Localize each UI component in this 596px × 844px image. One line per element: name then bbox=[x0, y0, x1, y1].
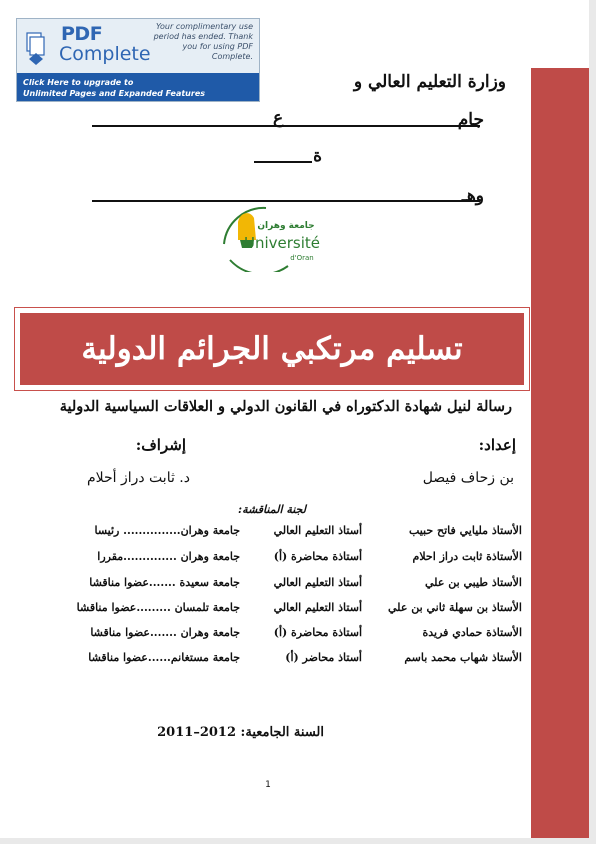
document-stack-icon bbox=[25, 29, 47, 69]
university-of-oran-logo bbox=[210, 200, 330, 272]
logo-sub-text: d'Oran bbox=[290, 254, 314, 262]
logo-arabic-text: جامعة وهران bbox=[257, 221, 315, 231]
member-rank: أستاذ التعليم العالي bbox=[273, 601, 362, 614]
committee-member-row bbox=[0, 601, 596, 625]
page-number: 1 bbox=[265, 780, 271, 790]
member-name: الأستاذة ثابت دراز احلام bbox=[412, 550, 522, 563]
upgrade-link-line1: Click Here to upgrade to bbox=[23, 78, 134, 87]
member-name: الأستاذ بن سهلة ثاني بن علي bbox=[388, 601, 522, 614]
committee-title: لجنة المناقشة: bbox=[238, 503, 306, 516]
member-name: الأستاذة حمادي فريدة bbox=[422, 626, 522, 639]
member-rank: أستاذة محاضرة (أ) bbox=[273, 550, 362, 563]
member-rank: أستاذ التعليم العالي bbox=[273, 576, 362, 589]
member-university-role: جامعة وهران............... رئيسا bbox=[94, 524, 240, 537]
member-university-role: جامعة وهران .......عضوا مناقشا bbox=[90, 626, 240, 639]
committee-member-row bbox=[0, 524, 596, 548]
page-edge-right bbox=[589, 0, 596, 844]
member-name: الأستاذ طيبي بن علي bbox=[425, 576, 522, 589]
pdf-banner-note: Your complimentary use period has ended. Thank you for using PDF Complete. bbox=[153, 22, 253, 61]
pdf-complete-banner[interactable] bbox=[16, 18, 260, 102]
academic-year bbox=[157, 725, 324, 740]
member-rank: أستاذة محاضرة (أ) bbox=[273, 626, 362, 639]
member-university-role: جامعة مستغانم......عضوا مناقشا bbox=[88, 651, 240, 664]
faculty-fill-line bbox=[254, 161, 312, 163]
committee-member-row bbox=[0, 626, 596, 650]
supervisor-name: د. ثابت دراز أحلام bbox=[86, 470, 190, 486]
complete-word: Complete bbox=[59, 43, 151, 65]
pdf-complete-logo bbox=[21, 23, 161, 79]
academic-year-label: السنة الجامعية: bbox=[240, 725, 324, 740]
title-box bbox=[20, 313, 524, 385]
committee-member-row bbox=[0, 651, 596, 675]
supervisor-label: إشراف: bbox=[135, 436, 186, 454]
prepared-by-name: بن زحاف فيصل bbox=[422, 470, 514, 486]
committee-member-row bbox=[0, 550, 596, 574]
member-university-role: جامعة تلمسان .........عضوا مناقشا bbox=[76, 601, 240, 614]
ministry-line: وزارة التعليم العالي و bbox=[353, 72, 506, 92]
committee-member-row bbox=[0, 576, 596, 600]
side-decoration-band bbox=[531, 68, 589, 841]
university-line-prefix: جام bbox=[457, 110, 484, 130]
academic-year-value: 2011–2012 bbox=[157, 725, 237, 740]
thesis-title: تسليم مرتكبي الجرائم الدولية bbox=[81, 331, 463, 367]
member-rank: أستاذ محاضر (أ) bbox=[285, 651, 362, 664]
member-rank: أستاذ التعليم العالي bbox=[273, 524, 362, 537]
oran-line-prefix: وهـ bbox=[461, 186, 484, 206]
page-edge-bottom bbox=[0, 838, 596, 844]
logo-latin-text: Université bbox=[243, 234, 321, 252]
faculty-line: ة bbox=[313, 146, 322, 166]
member-name: الأستاذ شهاب محمد باسم bbox=[404, 651, 522, 664]
prepared-by-label: إعداد: bbox=[478, 436, 516, 454]
university-line-mid: ع bbox=[273, 108, 284, 128]
pdf-word: PDF bbox=[61, 23, 103, 45]
upgrade-link-line2: Unlimited Pages and Expanded Features bbox=[23, 89, 205, 98]
university-fill-line bbox=[92, 125, 480, 127]
upgrade-link[interactable] bbox=[17, 73, 260, 102]
member-university-role: جامعة سعيدة .......عضوا مناقشا bbox=[89, 576, 240, 589]
thesis-subtitle: رسالة لنيل شهادة الدكتوراه في القانون الدولي و العلاقات السياسية الدولية bbox=[59, 398, 512, 415]
member-name: الأستاذ مليايي فاتح حبيب bbox=[408, 524, 522, 537]
member-university-role: جامعة وهران ..............مقررا bbox=[97, 550, 240, 563]
